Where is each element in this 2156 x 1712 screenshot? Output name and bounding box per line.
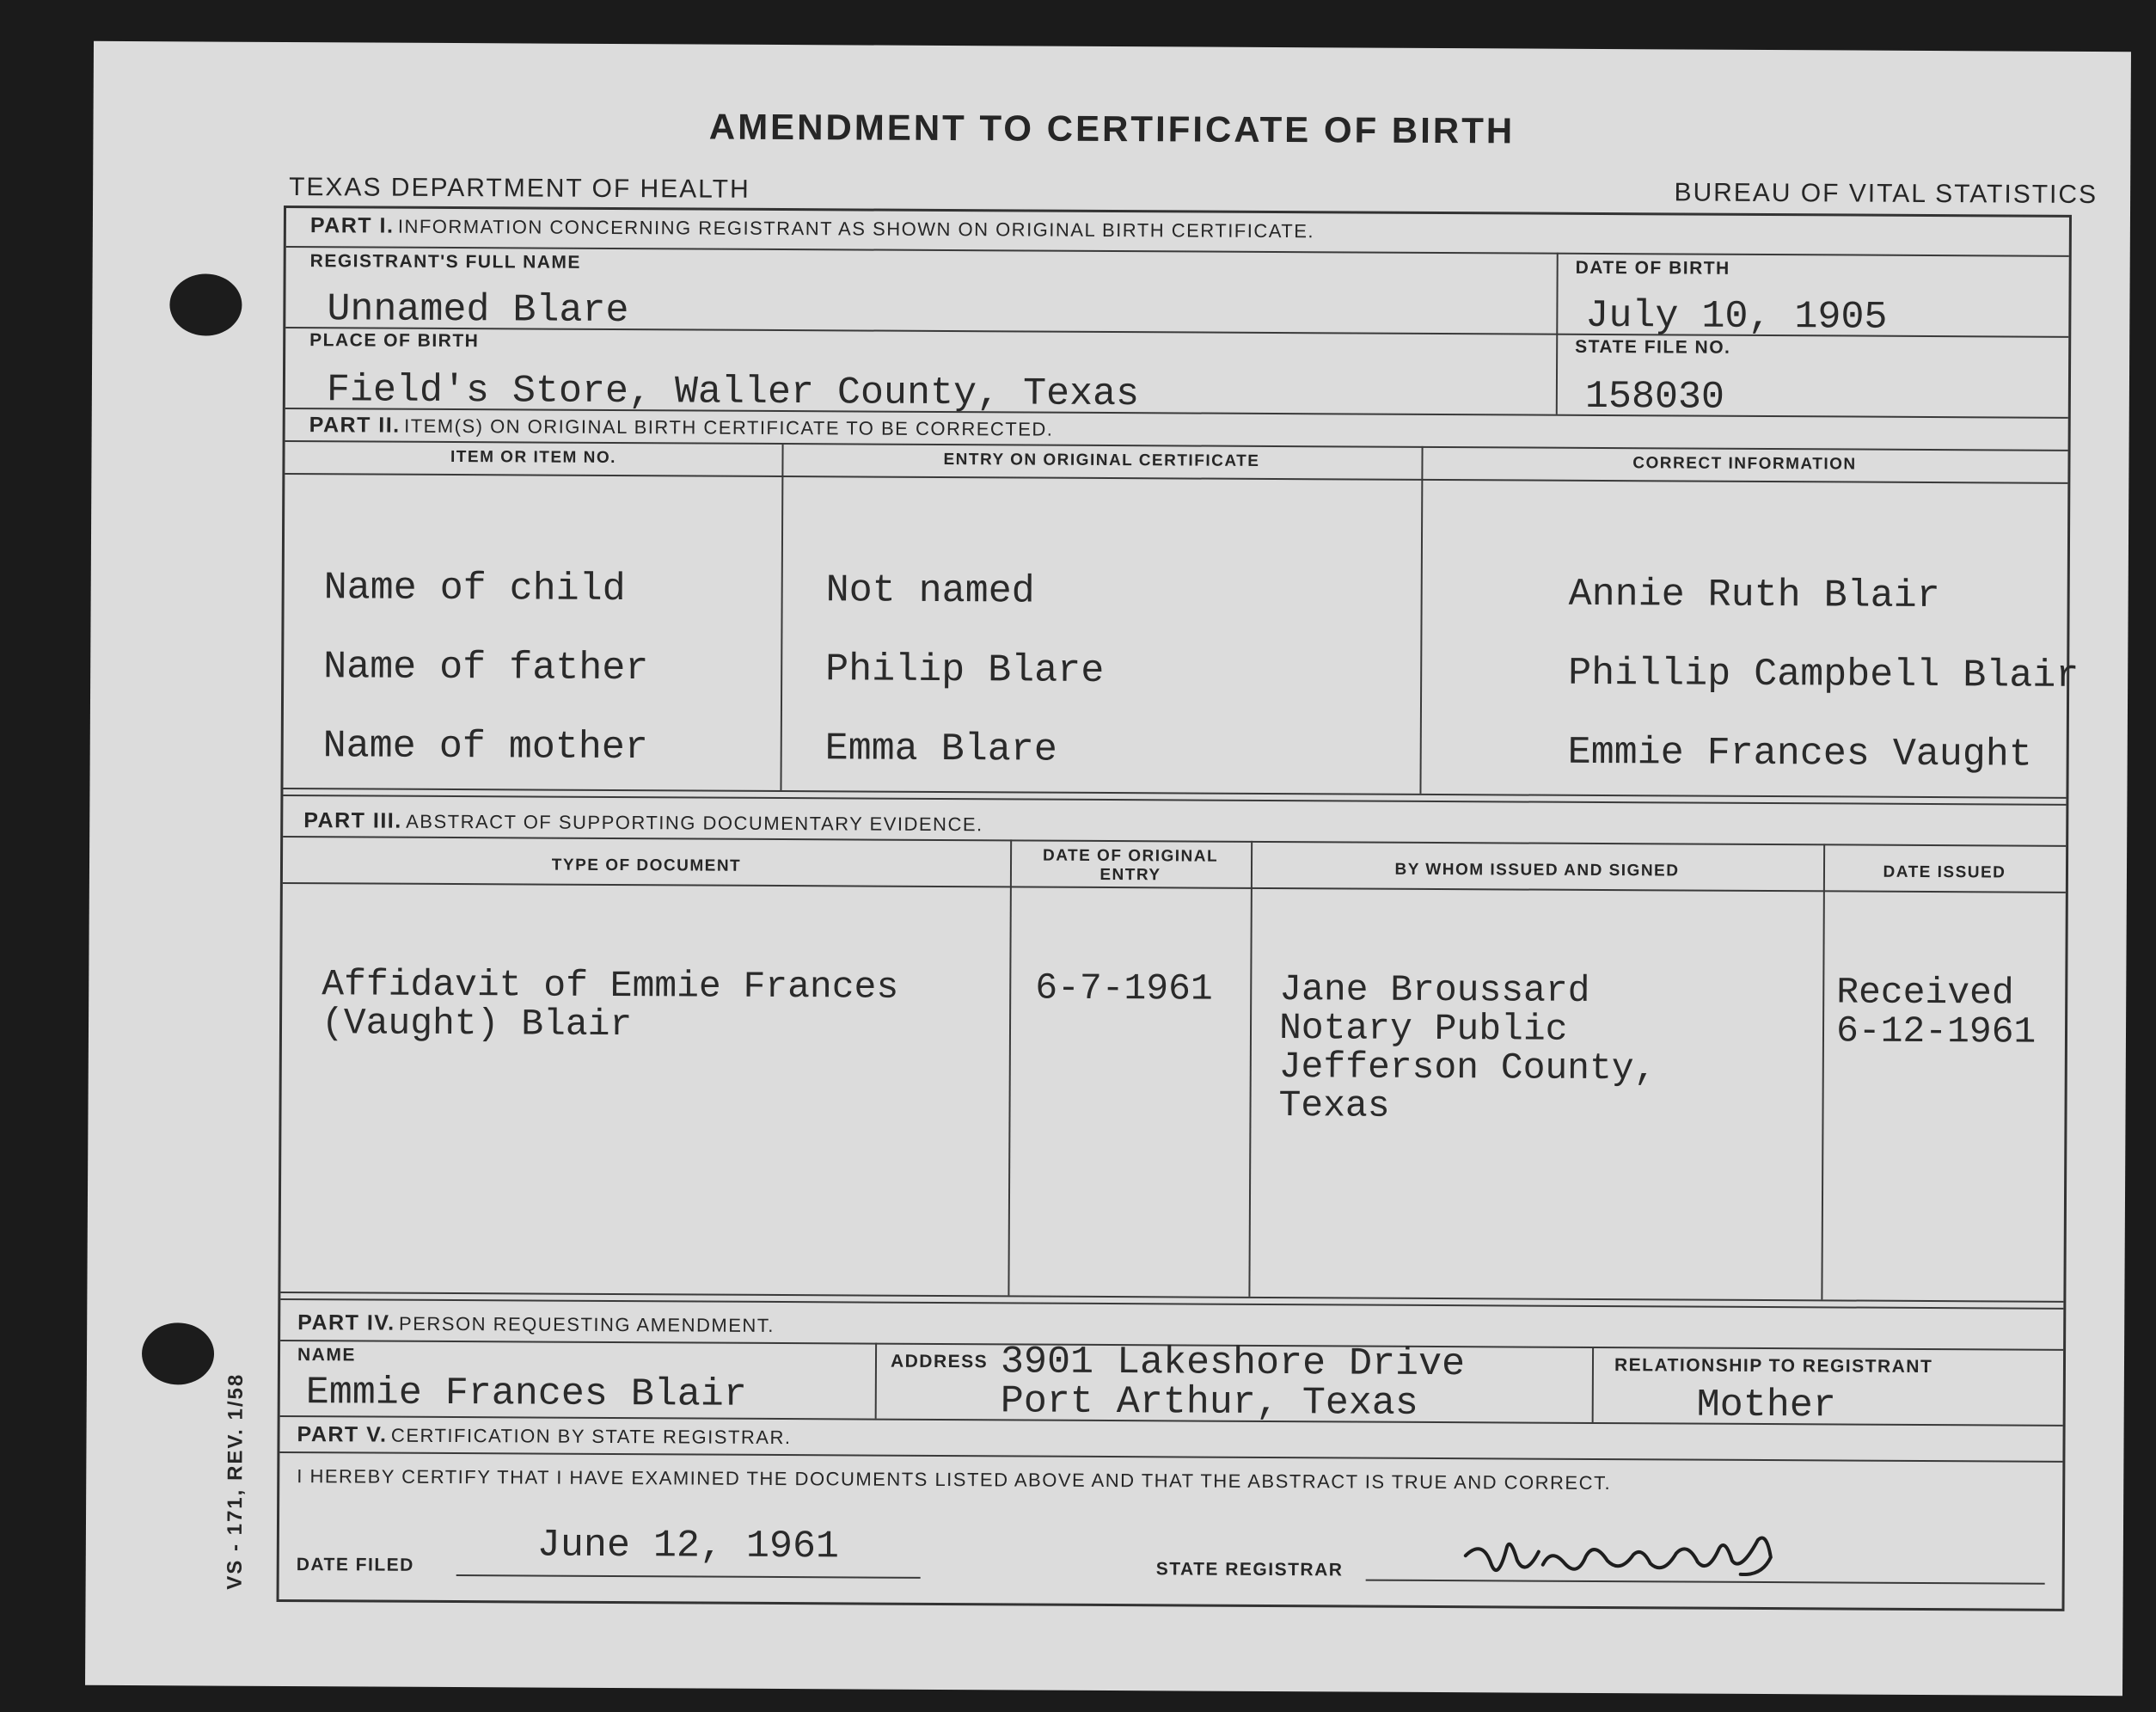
- address-line-1: 3901 Lakeshore Drive: [1000, 1340, 1466, 1387]
- registrant-name: Unnamed Blare: [327, 287, 629, 334]
- table-row-original: Philip Blare: [825, 647, 1105, 693]
- part1-header: [310, 213, 1314, 243]
- place-of-birth: Field's Store, Waller County, Texas: [326, 368, 1140, 417]
- department-name: TEXAS DEPARTMENT OF HEALTH: [289, 173, 750, 204]
- punch-hole-bottom: [142, 1322, 214, 1384]
- part2-header: [309, 413, 1054, 442]
- certification-statement: I HEREBY CERTIFY THAT I HAVE EXAMINED THE DOCUMENTS LISTED ABOVE AND THAT THE ABSTRACT IS TRUE AND CORRECT.: [297, 1465, 1612, 1494]
- col-original-entry: ENTRY ON ORIGINAL CERTIFICATE: [943, 450, 1260, 470]
- table-row-correct: Emmie Frances Vaught: [1567, 730, 2032, 777]
- supporting-document: Affidavit of Emmie Frances (Vaught) Blair: [321, 963, 899, 1046]
- part3-header: [303, 808, 983, 837]
- part4-label: PART IV.: [297, 1310, 395, 1335]
- table-row-original: Emma Blare: [824, 727, 1057, 772]
- address-line-2: Port Arthur, Texas: [1000, 1379, 1418, 1426]
- table-row-item: Name of mother: [322, 724, 648, 770]
- col-item: ITEM OR ITEM NO.: [450, 447, 616, 467]
- form-code: VS - 171, REV. 1/58: [223, 1372, 248, 1590]
- registrar-signature: [1457, 1521, 1784, 1592]
- part1-description: INFORMATION CONCERNING REGISTRANT AS SHOWN ON ORIGINAL BIRTH CERTIFICATE.: [397, 215, 1315, 242]
- document-page: [85, 41, 2131, 1696]
- table-row-original: Not named: [825, 568, 1035, 614]
- date-filed-label: DATE FILED: [296, 1555, 414, 1575]
- state-file-number: 158030: [1584, 374, 1725, 420]
- part2-label: PART II.: [309, 413, 401, 438]
- col-date-issued: DATE ISSUED: [1883, 862, 2006, 882]
- pob-label: PLACE OF BIRTH: [309, 330, 480, 352]
- dob-label: DATE OF BIRTH: [1575, 257, 1730, 279]
- date-issued: Received 6-12-1961: [1835, 971, 2037, 1053]
- col-issued-by: BY WHOM ISSUED AND SIGNED: [1394, 860, 1680, 881]
- punch-hole-top: [169, 273, 242, 335]
- part5-description: CERTIFICATION BY STATE REGISTRAR.: [390, 1424, 792, 1449]
- requester-name: Emmie Frances Blair: [305, 1371, 748, 1417]
- part4-header: [297, 1310, 775, 1338]
- part4-description: PERSON REQUESTING AMENDMENT.: [399, 1312, 775, 1336]
- part2-description: ITEM(S) ON ORIGINAL BIRTH CERTIFICATE TO BE CORRECTED.: [404, 414, 1054, 440]
- col-correct-info: CORRECT INFORMATION: [1632, 454, 1857, 474]
- date-filed: June 12, 1961: [536, 1523, 840, 1569]
- page-title: AMENDMENT TO CERTIFICATE OF BIRTH: [708, 106, 1516, 151]
- original-entry-date: 6-7-1961: [1035, 966, 1213, 1010]
- table-row-item: Name of father: [323, 645, 649, 691]
- relationship-label: RELATIONSHIP TO REGISTRANT: [1614, 1355, 1933, 1378]
- relationship: Mother: [1696, 1383, 1836, 1428]
- table-row-correct: Annie Ruth Blair: [1568, 572, 1940, 619]
- issued-by: Jane Broussard Notary Public Jefferson County, Texas: [1278, 968, 1657, 1127]
- table-row-correct: Phillip Campbell Blair: [1568, 651, 2079, 698]
- bureau-name: BUREAU OF VITAL STATISTICS: [1674, 178, 2098, 210]
- part5-label: PART V.: [297, 1422, 388, 1447]
- state-registrar-label: STATE REGISTRAR: [1155, 1559, 1344, 1580]
- part3-description: ABSTRACT OF SUPPORTING DOCUMENTARY EVIDENCE.: [406, 810, 983, 836]
- form-frame: [277, 206, 2079, 1611]
- col-document-type: TYPE OF DOCUMENT: [551, 856, 742, 875]
- part1-label: PART I.: [309, 213, 395, 238]
- part5-header: [297, 1422, 791, 1450]
- part3-label: PART III.: [303, 808, 402, 833]
- registrant-name-label: REGISTRANT'S FULL NAME: [309, 251, 582, 273]
- table-row-item: Name of child: [323, 566, 626, 612]
- col-original-entry-date: DATE OF ORIGINAL ENTRY: [1042, 846, 1219, 885]
- address-label: ADDRESS: [890, 1351, 989, 1372]
- state-file-label: STATE FILE NO.: [1575, 336, 1731, 358]
- date-of-birth: July 10, 1905: [1585, 293, 1888, 340]
- requester-name-label: NAME: [297, 1345, 356, 1365]
